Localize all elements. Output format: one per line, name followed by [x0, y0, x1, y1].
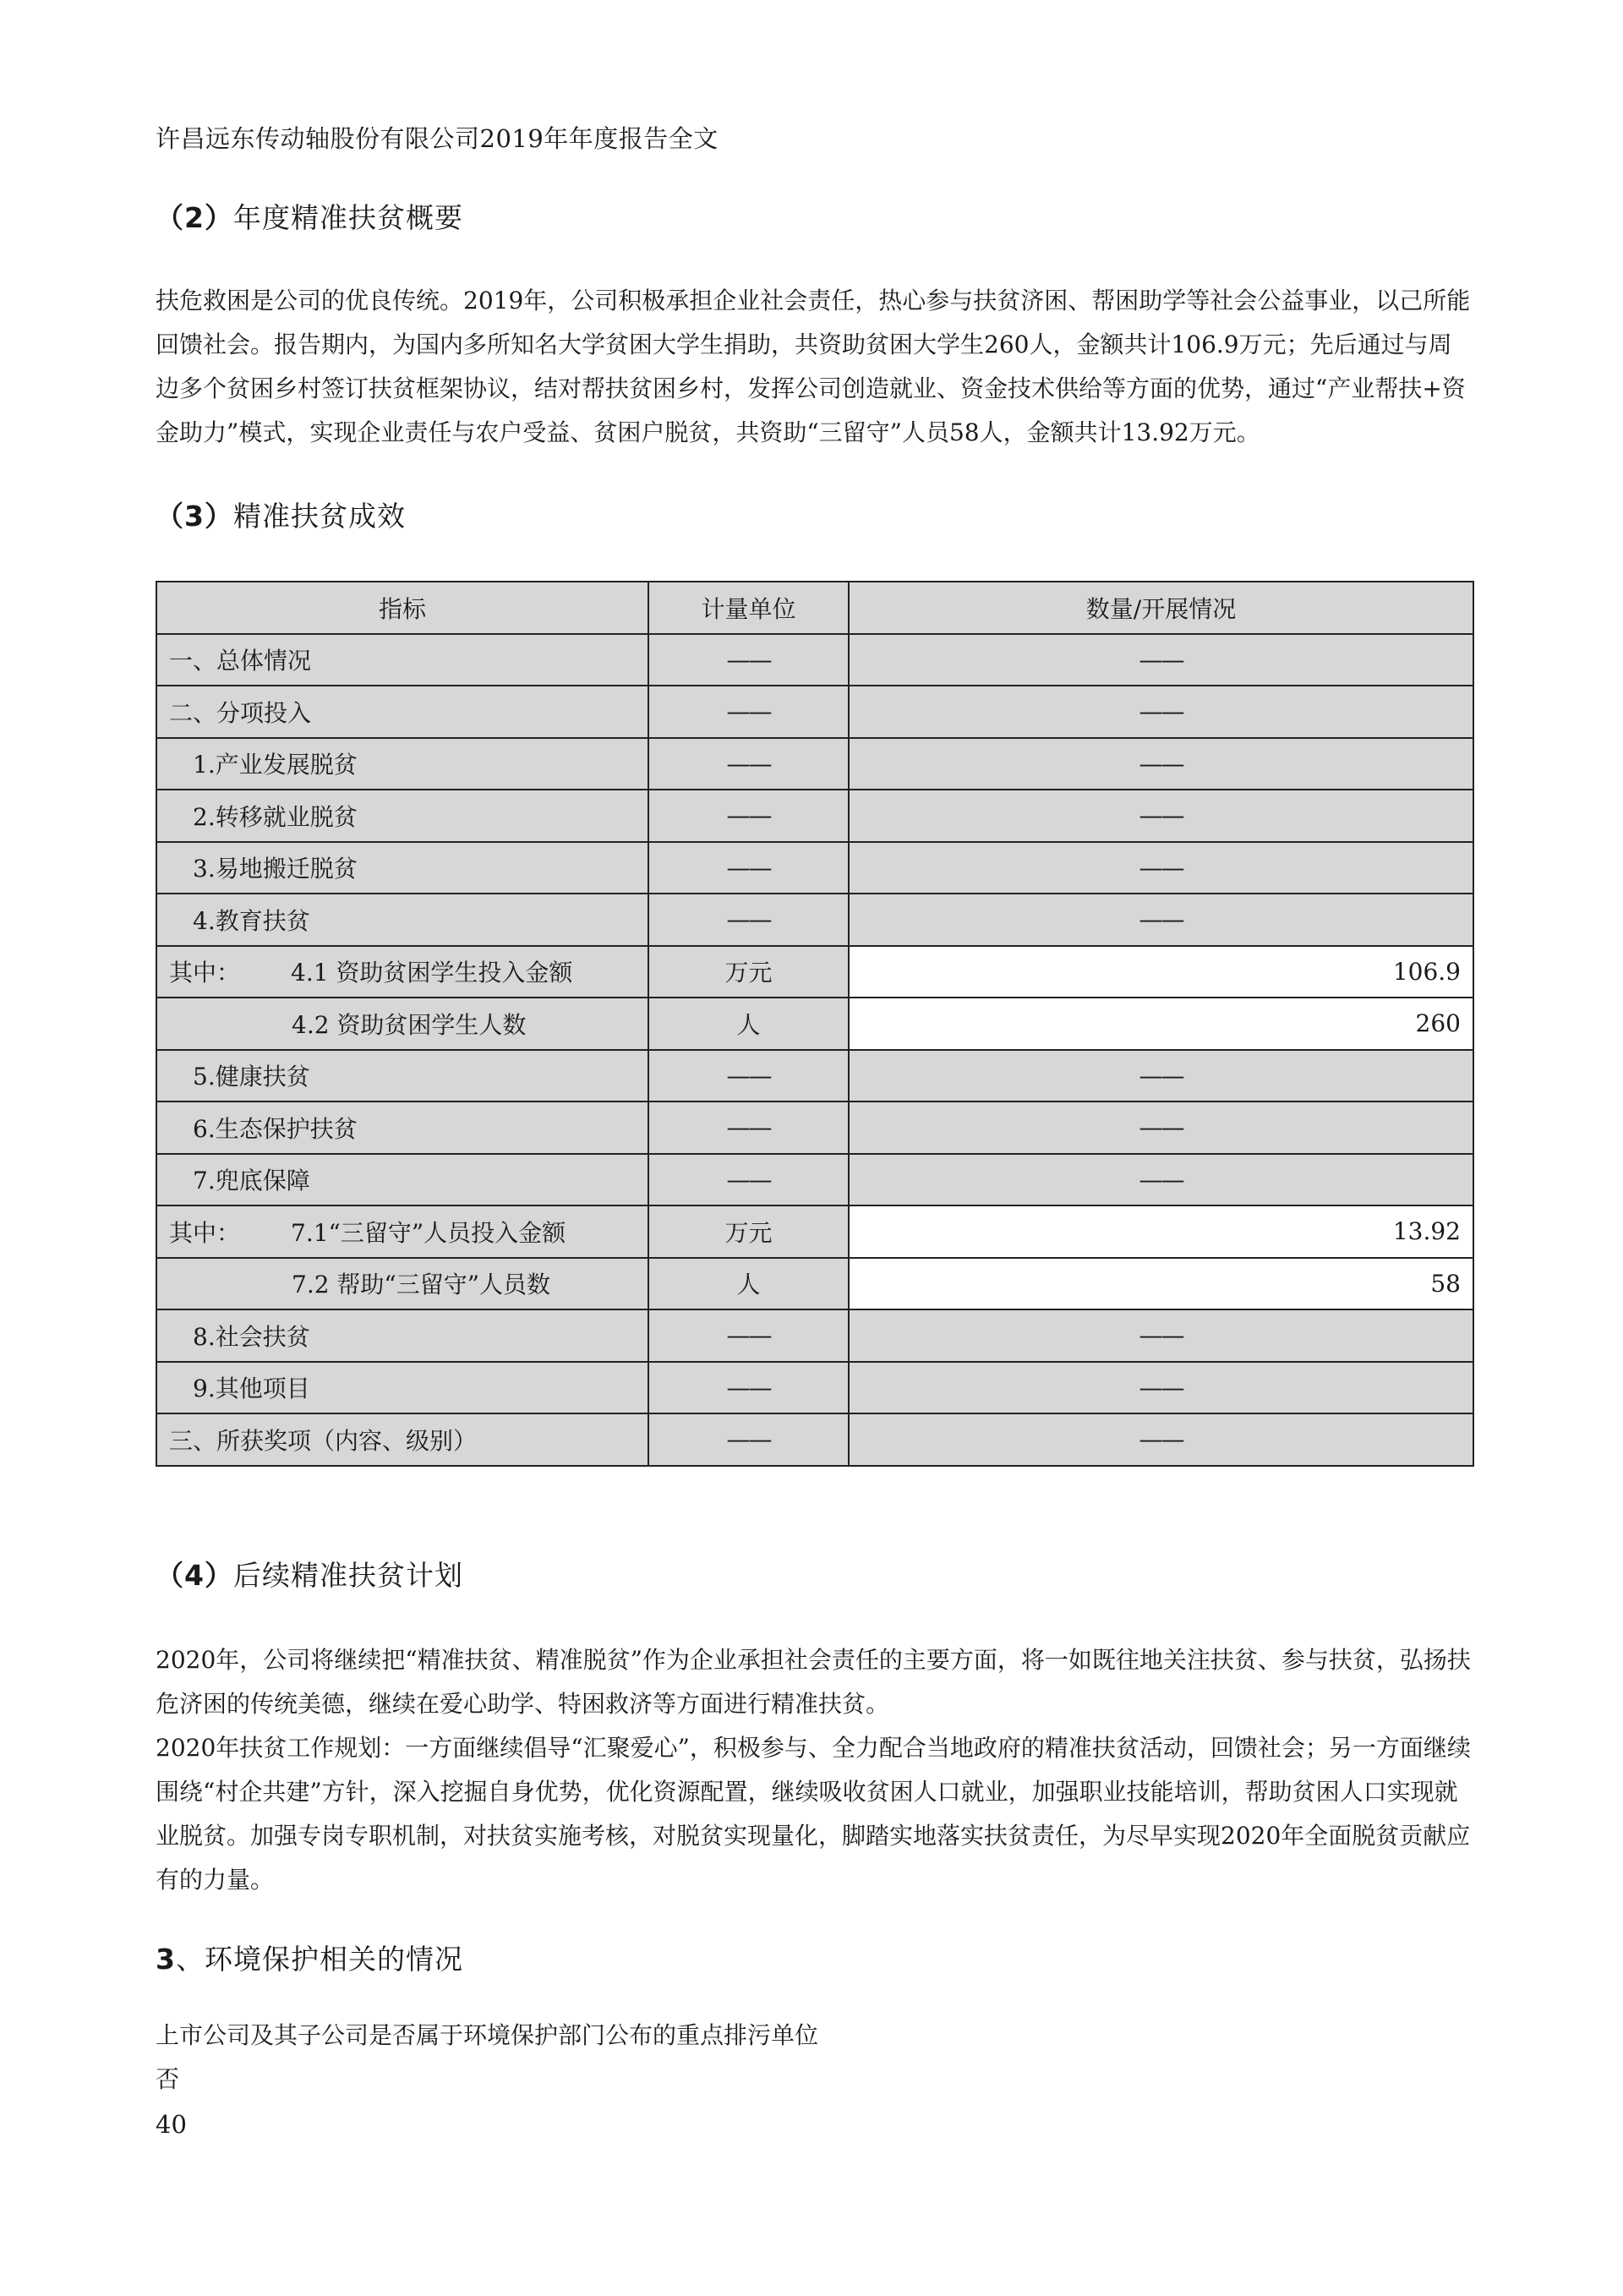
row-value: —— [849, 1309, 1473, 1362]
poverty-results-table [156, 581, 1474, 1467]
row-label: 7.1“三留守”人员投入金额 [291, 1218, 566, 1247]
section-heading-4 [156, 1554, 463, 1594]
row-label: 6.生态保护扶贫 [156, 1102, 648, 1154]
env-answer: 否 [156, 2065, 180, 2093]
row-label: 1.产业发展脱贫 [156, 738, 648, 790]
section-title: 后续精准扶贫计划 [232, 1559, 463, 1592]
row-label: 三、所获奖项（内容、级别） [156, 1413, 648, 1466]
table-row [156, 634, 1473, 686]
table-row [156, 946, 1473, 998]
table-row [156, 790, 1473, 842]
row-label: 一、总体情况 [156, 634, 648, 686]
section-number: （3） [156, 500, 233, 533]
row-unit: —— [648, 1050, 849, 1102]
row-value: 106.9 [849, 946, 1473, 998]
row-value: —— [849, 1154, 1473, 1206]
table-row [156, 894, 1473, 946]
table-row [156, 1102, 1473, 1154]
page-number: 40 [156, 2110, 187, 2139]
section-number: （2） [156, 201, 233, 234]
row-label: 4.1 资助贫困学生投入金额 [291, 959, 573, 987]
table-row [156, 1362, 1473, 1414]
row-unit: —— [648, 686, 849, 738]
table-row [156, 1154, 1473, 1206]
section-title: 精准扶贫成效 [232, 500, 406, 533]
table-row [156, 738, 1473, 790]
row-label-cell [156, 946, 648, 998]
summary-text: 扶危救困是公司的优良传统。2019年，公司积极承担企业社会责任，热心参与扶贫济困、帮困助学等社会公益事业，以己所能回馈社会。报告期内，为国内多所知名大学贫困大学生捐助，共资助贫困大学生260人，金额共计106.9万元；先后通过与周边多个贫困乡村签订扶贫框架协议，结对帮扶贫困乡村，发挥公司创造就业、资金技术供给等方面的优势，通过“产业帮扶+资金助力”模式，实现企业责任与农户受益、贫困户脱贫，共资助“三留守”人员58人，金额共计13.92万元。 [156, 287, 1471, 446]
row-unit: —— [648, 842, 849, 894]
table-row [156, 1413, 1473, 1466]
header-value: 数量/开展情况 [849, 582, 1473, 634]
plan-paragraph-2: 2020年扶贫工作规划：一方面继续倡导“汇聚爱心”，积极参与、全力配合当地政府的精准扶贫活动，回馈社会；另一方面继续围绕“村企共建”方针，深入挖掘自身优势，优化资源配置，继续吸收贫困人口就业，加强职业技能培训，帮助贫困人口实现就业脱贫。加强专岗专职机制，对扶贫实施考核，对脱贫实现量化，脚踏实地落实扶贫责任，为尽早实现2020年全面脱贫贡献应有的力量。 [156, 1734, 1471, 1894]
row-label: 二、分项投入 [156, 686, 648, 738]
row-unit: —— [648, 790, 849, 842]
row-value: 13.92 [849, 1205, 1473, 1258]
row-unit: 万元 [648, 946, 849, 998]
env-section-heading [156, 1938, 463, 1977]
row-unit: 人 [648, 1258, 849, 1310]
table-row [156, 1050, 1473, 1102]
row-value: 260 [849, 998, 1473, 1050]
row-value: 58 [849, 1258, 1473, 1310]
row-unit: —— [648, 634, 849, 686]
row-label: 7.2 帮助“三留守”人员数 [156, 1258, 648, 1310]
row-value: —— [849, 790, 1473, 842]
row-label: 3.易地搬迁脱贫 [156, 842, 648, 894]
section-title: 、环境保护相关的情况 [175, 1943, 463, 1976]
row-unit: 万元 [648, 1205, 849, 1258]
table-header-row [156, 582, 1473, 634]
row-prefix: 其中： [169, 1218, 241, 1247]
row-label: 5.健康扶贫 [156, 1050, 648, 1102]
row-value: —— [849, 1102, 1473, 1154]
section-heading-2 [156, 196, 463, 236]
row-label-cell [156, 1205, 648, 1258]
row-value: —— [849, 1413, 1473, 1466]
header-indicator: 指标 [156, 582, 648, 634]
section-heading-3 [156, 495, 406, 534]
row-value: —— [849, 634, 1473, 686]
table-row [156, 1258, 1473, 1310]
env-block [156, 2014, 1471, 2102]
row-unit: —— [648, 1102, 849, 1154]
row-unit: —— [648, 1154, 849, 1206]
row-value: —— [849, 842, 1473, 894]
row-unit: —— [648, 1413, 849, 1466]
row-unit: —— [648, 894, 849, 946]
row-unit: 人 [648, 998, 849, 1050]
row-value: —— [849, 686, 1473, 738]
row-value: —— [849, 1050, 1473, 1102]
plan-paragraph-1: 2020年，公司将继续把“精准扶贫、精准脱贫”作为企业承担社会责任的主要方面，将一如既往地关注扶贫、参与扶贫，弘扬扶危济困的传统美德，继续在爱心助学、特困救济等方面进行精准扶贫。 [156, 1646, 1471, 1718]
table-row [156, 1205, 1473, 1258]
summary-paragraph [156, 279, 1471, 455]
table-row [156, 842, 1473, 894]
running-header: 许昌远东传动轴股份有限公司2019年年度报告全文 [156, 124, 719, 153]
plan-paragraphs [156, 1638, 1471, 1902]
row-label: 4.2 资助贫困学生人数 [156, 998, 648, 1050]
header-unit: 计量单位 [648, 582, 849, 634]
row-label: 8.社会扶贫 [156, 1309, 648, 1362]
row-unit: —— [648, 1362, 849, 1414]
table-row [156, 686, 1473, 738]
row-prefix: 其中： [169, 959, 241, 987]
section-number: 3 [156, 1943, 176, 1976]
table-row [156, 1309, 1473, 1362]
env-question: 上市公司及其子公司是否属于环境保护部门公布的重点排污单位 [156, 2021, 819, 2049]
row-unit: —— [648, 1309, 849, 1362]
row-value: —— [849, 1362, 1473, 1414]
row-value: —— [849, 738, 1473, 790]
section-title: 年度精准扶贫概要 [232, 201, 463, 234]
section-number: （4） [156, 1559, 233, 1592]
row-value: —— [849, 894, 1473, 946]
row-unit: —— [648, 738, 849, 790]
table-row [156, 998, 1473, 1050]
row-label: 4.教育扶贫 [156, 894, 648, 946]
row-label: 7.兜底保障 [156, 1154, 648, 1206]
row-label: 2.转移就业脱贫 [156, 790, 648, 842]
row-label: 9.其他项目 [156, 1362, 648, 1414]
